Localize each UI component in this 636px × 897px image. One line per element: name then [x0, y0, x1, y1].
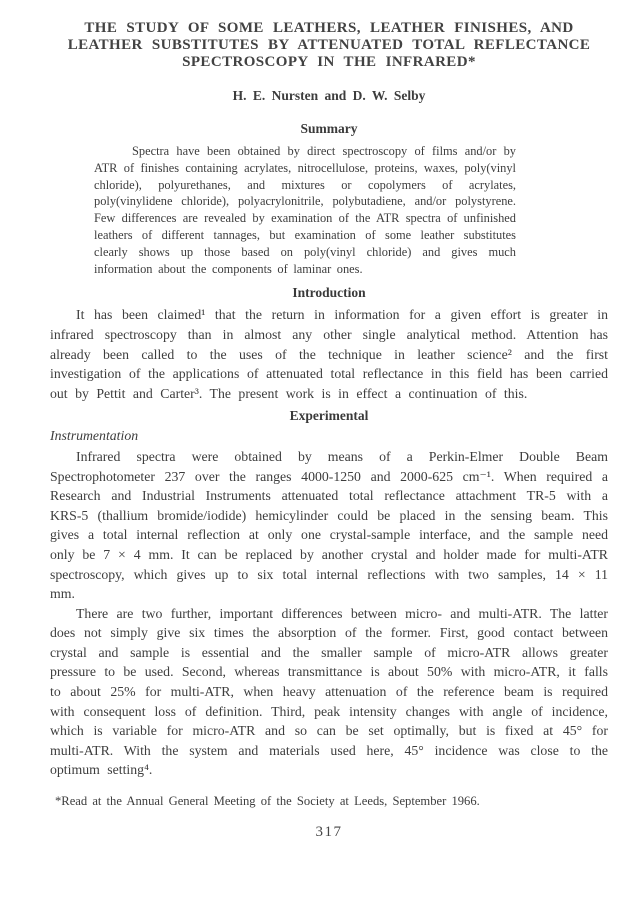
article-title-line-1: THE STUDY OF SOME LEATHERS, LEATHER FINISHES, AND [84, 20, 574, 36]
footnote: *Read at the Annual General Meeting of the Society at Leeds, September 1966. [55, 794, 480, 809]
article-title-line-3: SPECTROSCOPY IN THE INFRARED* [182, 54, 476, 70]
article-title-line-2: LEATHER SUBSTITUTES BY ATTENUATED TOTAL REFLECTANCE [67, 37, 591, 53]
instrumentation-subheading: Instrumentation [50, 428, 139, 444]
introduction-heading: Introduction [292, 285, 366, 301]
page-number: 317 [315, 824, 343, 841]
experimental-paragraph-2: There are two further, important differences between micro- and multi-ATR. The latter does not simply give six times the absorption of the former. First, good contact between crystal and sample is essential and the smaller sample of micro-ATR allows greater pressure to be used. Second, whereas transmittance is about 50% with micro-ATR, it falls to about 25% for multi-ATR, when heavy attenuation of the reference beam is required with consequent loss of definition. Third, peak intensity changes with angle of incidence, which is variable for micro-ATR and so can be set optimally, but is fixed at 45° for multi-ATR. With the system and materials used here, 45° incidence was close to the optimum setting⁴. [50, 605, 608, 778]
article-title [50, 20, 608, 71]
experimental-heading: Experimental [289, 408, 369, 424]
summary-heading: Summary [300, 121, 358, 136]
summary-text: Spectra have been obtained by direct spectroscopy of films and/or by ATR of finishes containing acrylates, nitrocellulose, proteins, waxes, poly(vinyl chloride), polyurethanes, and mixtures or copolymers of acrylates, poly(vinylidene chloride), polyacrylonitrile, polybutadiene, and/or polystyrene. Few differences are revealed by examination of the ATR spectra of unfinished leathers of different tannages, but examination of some leather substitutes clearly shows up those based on poly(vinyl chloride) and gives much information about the components of laminar ones. [94, 144, 516, 276]
authors-line: H. E. Nursten and D. W. Selby [232, 88, 426, 103]
introduction-paragraph: It has been claimed¹ that the return in information for a given effort is greater in infrared spectroscopy than in almost any other single analytical method. Attention has already been called to the uses of the technique in leather science² and the first investigation of the applications of attenuated total reflectance in this field has been carried out by Pettit and Carter³. The present work is in effect a continuation of this. [50, 307, 608, 401]
experimental-paragraph-1: Infrared spectra were obtained by means of a Perkin-Elmer Double Beam Spectrophotometer 237 over the ranges 4000-1250 and 2000-625 cm⁻¹. When required a Research and Industrial Instruments attenuated total reflectance attachment TR-5 with a KRS-5 (thallium bromide/iodide) hemicylinder could be placed in the sensing beam. This gives a total internal reflection at only one crystal-sample interface, and the sample need only be 7 × 4 mm. It can be replaced by another crystal and holder made for multi-ATR spectroscopy, which gives up to six total internal reflections with two samples, 14 × 11 mm. [50, 448, 608, 602]
